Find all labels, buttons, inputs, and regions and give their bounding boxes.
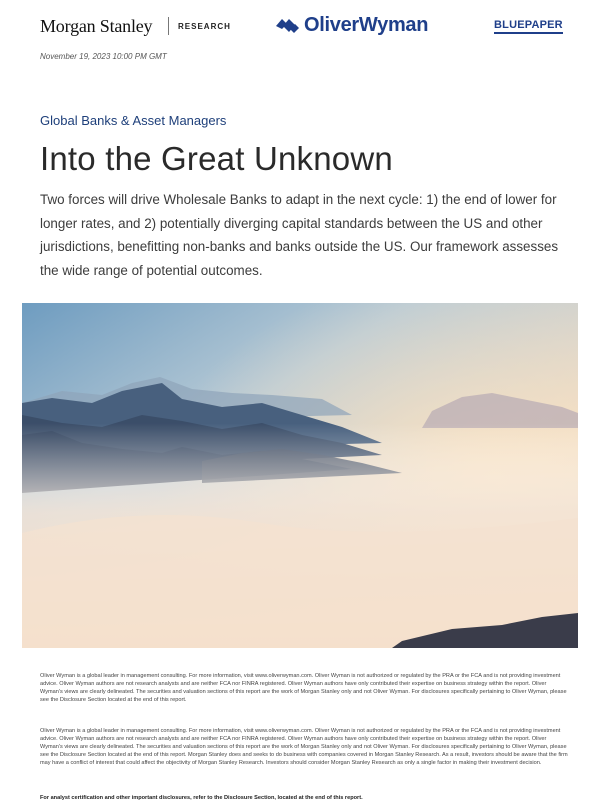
disclosure-footer-note: For analyst certification and other important disclosures, refer to the Disclosure Section, located at the end of this report. <box>40 795 363 801</box>
oliver-wyman-wordmark: OliverWyman <box>304 14 429 36</box>
oliver-wyman-icon <box>274 16 300 36</box>
report-header <box>0 0 600 50</box>
oliver-wyman-logo <box>274 14 428 37</box>
morgan-stanley-logo: Morgan Stanley <box>40 16 153 36</box>
bluepaper-label: BLUEPAPER <box>494 19 563 34</box>
mountain-landscape-image <box>22 303 578 648</box>
page-subtitle: Two forces will drive Wholesale Banks to adapt in the next cycle: 1) the end of lower for longer rates, and 2) potentially diverging capital standards between the US and other jurisdictions, benefitting non-banks and banks outside the US. Our framework assesses the wide range of potential outcomes. <box>40 192 559 278</box>
disclaimer-conflicts: Oliver Wyman is a global leader in management consulting. For more information, visit www.oliverwyman.com. Oliver Wyman is not authorized or regulated by the PRA or the FCA and is not providing investment advice. Oliver Wyman authors are not research analysts and are neither FCA nor FINRA registered. Oliver Wyman authors have only contributed their expertise on business strategy within the report. Oliver Wyman's views are clearly delineated. The securities and valuation sections of this report are the work of Morgan Stanley only and not Oliver Wyman. For disclosures specifically pertaining to Oliver Wyman, please see the Disclosure Section located at the end of this report. Morgan Stanley does and seeks to do business with companies covered in Morgan Stanley Research. As a result, investors should be aware that the firm may have a conflict of interest that could affect the objectivity of Morgan Stanley Research. Investors should consider Morgan Stanley Research as only a single factor in making their investment decision. <box>40 728 568 766</box>
publish-date: November 19, 2023 10:00 PM GMT <box>40 52 167 61</box>
hero-image <box>22 303 578 648</box>
research-label: RESEARCH <box>178 22 231 31</box>
header-divider <box>168 17 169 35</box>
section-label: Global Banks & Asset Managers <box>40 113 227 128</box>
disclaimer-oliver-wyman: Oliver Wyman is a global leader in management consulting. For more information, visit www.oliverwyman.com. Oliver Wyman is not authorized or regulated by the PRA or the FCA and is not providing investment advice. Oliver Wyman authors are not research analysts and are neither FCA nor FINRA registered. Oliver Wyman authors have only contributed their expertise on business strategy within the report. Oliver Wyman's views are clearly delineated. The securities and valuation sections of this report are the work of Morgan Stanley only and not Oliver Wyman. For disclosures specifically pertaining to Oliver Wyman, please see the Disclosure Section located at the end of this report. <box>40 673 567 703</box>
page-title: Into the Great Unknown <box>40 140 393 177</box>
